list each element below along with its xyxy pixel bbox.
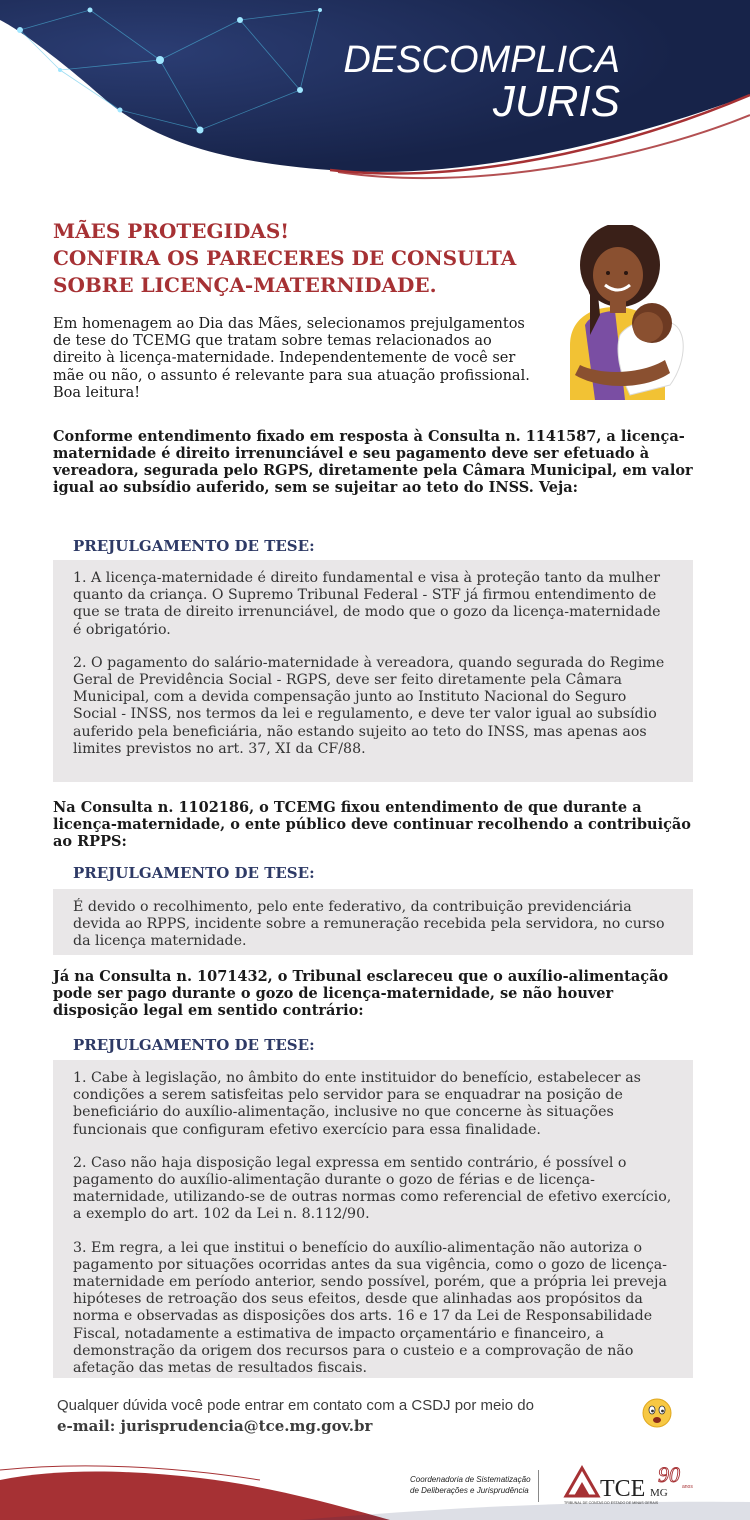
section-1-box xyxy=(53,560,693,782)
section-1-paragraph: 2. O pagamento do salário-maternidade à vereadora, quando segurada do Regime Geral de Previdência Social - RGPS, deve ser feito diretamente pela Câmara Municipal, com a devida compensação junto ao Instituto Nacional do Seguro Social - INSS, nos termos da lei e regulamento, e deve ter valor igual ao subsídio auferido pela beneficiária, não estando sujeito ao teto do INSS, mas apenas aos limites previstos no art. 37, XI da CF/88. xyxy=(73,654,665,757)
section-2-paragraph: É devido o recolhimento, pelo ente federativo, da contribuição previdenciária devida ao RPPS, incidente sobre a remuneração recebida pela servidora, no curso da licença maternidade. xyxy=(73,899,665,950)
brand-logo xyxy=(343,40,620,124)
contact-text: Qualquer dúvida você pode entrar em contato com a CSDJ por meio do xyxy=(57,1397,534,1414)
tce-logo-sub: MG xyxy=(650,1487,668,1499)
section-3-paragraph: 3. Em regra, a lei que institui o benefício do auxílio-alimentação não autoriza o pagamento por situações ocorridas antes da sua vigência, como o gozo de licença-maternidade em período anterior, sendo possível, porém, que a própria lei preveja hipóteses de retroação dos seus efeitos, desde que alinhadas aos propósitos da norma e observadas as disposições dos arts. 16 e 17 da Lei de Responsabilidade Fiscal, notadamente a estimativa de impacto orçamentário e financeiro, a demonstração da origem dos recursos para o custeio e a comprovação de não afetação das metas de resultados fiscais. xyxy=(73,1239,667,1377)
department-line-2: de Deliberações e Jurisprudência xyxy=(410,1486,529,1495)
header-banner xyxy=(0,0,750,200)
tce-caption: TRIBUNAL DE CONTAS DO ESTADO DE MINAS GERAIS xyxy=(564,1501,659,1505)
contact-block xyxy=(57,1395,637,1437)
section-1-lead: Conforme entendimento fixado em resposta à Consulta n. 1141587, a licença-maternidade é direito irrenunciável e seu pagamento deve ser efetuado à vereadora, segurada pelo RGPS, diretamente pela Câmara Municipal, em valor igual ao subsídio auferido, sem se sujeitar ao teto do INSS. Veja: xyxy=(53,428,693,496)
title-line-2: CONFIRA OS PARECERES DE CONSULTA xyxy=(53,246,517,270)
section-3-paragraph: 1. Cabe à legislação, no âmbito do ente instituidor do benefício, estabelecer as condições a serem satisfeitas pelo servidor para se enquadrar na posição de beneficiário do auxílio-alimentação, inclusive no que concerne às situações funcionais que configuram efetivo exercício para essa finalidade. xyxy=(73,1070,641,1138)
anniversary-number: 90 xyxy=(658,1462,680,1487)
department-line-1: Coordenadoria de Sistematização xyxy=(410,1475,531,1484)
title-line-3: SOBRE LICENÇA-MATERNIDADE. xyxy=(53,273,437,297)
contact-email[interactable]: e-mail: jurisprudencia@tce.mg.gov.br xyxy=(57,1417,373,1435)
brand-line-2: JURIS xyxy=(492,77,620,126)
section-1-heading: PREJULGAMENTO DE TESE: xyxy=(73,537,315,555)
footer-divider xyxy=(538,1470,539,1502)
section-3-lead: Já na Consulta n. 1071432, o Tribunal esclareceu que o auxílio-alimentação pode ser pago durante o gozo de licença-maternidade, se não houver disposição legal em sentido contrário: xyxy=(53,968,669,1019)
section-3-paragraph: 2. Caso não haja disposição legal expressa em sentido contrário, é possível o pagamento do auxílio-alimentação durante o gozo de férias e de licença-maternidade, utilizando-se de outras normas como referencial de efetivo exercício, a exemplo do art. 102 da Lei n. 8.112/90. xyxy=(73,1154,672,1223)
brand-line-1: DESCOMPLICA xyxy=(343,39,620,81)
section-2-lead: Na Consulta n. 1102186, o TCEMG fixou entendimento de que durante a licença-maternidade, o ente público deve continuar recolhendo a contribuição ao RPPS: xyxy=(53,799,691,850)
section-2-heading: PREJULGAMENTO DE TESE: xyxy=(73,864,315,882)
page-title xyxy=(53,218,533,299)
intro-paragraph: Em homenagem ao Dia das Mães, selecionamos prejulgamentos de tese do TCEMG que tratam sobre temas relacionados ao direito à licença-maternidade. Independentemente de você ser mãe ou não, o assunto é relevante para sua atuação profissional. Boa leitura! xyxy=(53,316,530,401)
mother-baby-illustration xyxy=(560,225,690,400)
smiley-face-icon xyxy=(642,1398,672,1428)
footer-department xyxy=(410,1474,531,1496)
tce-logo xyxy=(562,1462,702,1506)
tce-logo-text: TCE xyxy=(600,1476,646,1502)
section-3-heading: PREJULGAMENTO DE TESE: xyxy=(73,1036,315,1054)
section-2-box xyxy=(53,889,693,955)
title-line-1: MÃES PROTEGIDAS! xyxy=(53,219,290,243)
anniversary-label: anos xyxy=(682,1484,693,1490)
section-3-box xyxy=(53,1060,693,1378)
section-1-paragraph: 1. A licença-maternidade é direito fundamental e visa à proteção tanto da mulher quanto da criança. O Supremo Tribunal Federal - STF já firmou entendimento de que se trata de direito irrenunciável, de modo que o gozo da licença-maternidade é obrigatório. xyxy=(73,570,661,638)
